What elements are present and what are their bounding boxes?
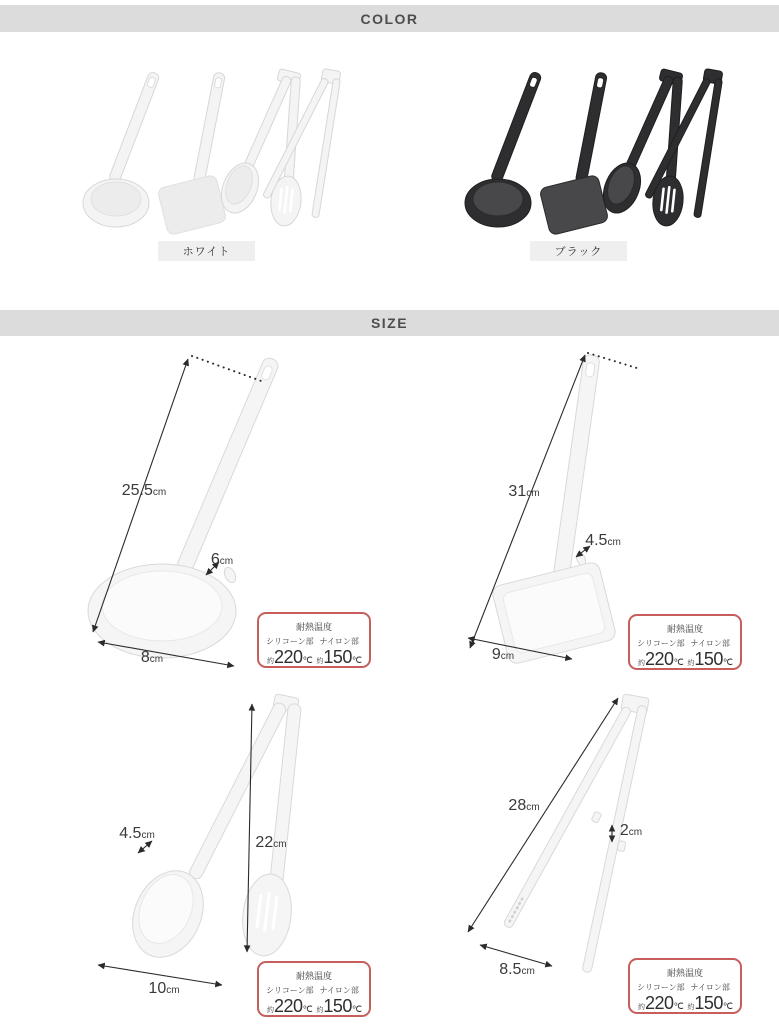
heat-resistance-box <box>628 958 742 1014</box>
color-section-header <box>0 5 779 32</box>
white-variant-label: ホワイト <box>158 241 255 261</box>
nylon-temp: 約150℃ <box>687 649 733 669</box>
heat-resistance-box <box>257 961 371 1017</box>
heat-title: 耐熱温度 <box>295 971 332 981</box>
ladle-bowl-width-label: 8cm <box>140 649 164 666</box>
guide-dotted-line <box>192 356 264 382</box>
silicone-label: シリコーン部 <box>637 639 685 648</box>
silicone-temp: 約220℃ <box>638 649 684 669</box>
white-set-image <box>80 57 350 242</box>
tongs-tip-width-label: 2cm <box>619 822 643 839</box>
tongs-length-label: 28cm <box>508 797 540 814</box>
heat-title: 耐熱温度 <box>666 624 703 634</box>
silicone-label: シリコーン部 <box>266 986 314 995</box>
spoon-tongs-open-width-label: 10cm <box>148 980 180 997</box>
turner-shape <box>491 354 617 665</box>
black-variant-label: ブラック <box>530 241 627 261</box>
silicone-temp: 約220℃ <box>267 647 313 667</box>
nylon-label: ナイロン部 <box>690 639 730 648</box>
heat-title: 耐熱温度 <box>295 622 332 632</box>
nylon-temp: 約150℃ <box>687 993 733 1013</box>
color-section-title: COLOR <box>360 10 419 27</box>
heat-resistance-box <box>628 614 742 670</box>
tongs-open-width-label: 8.5cm <box>499 961 535 978</box>
spoon-tongs-spoon-width-label: 4.5cm <box>119 825 155 842</box>
silicone-label: シリコーン部 <box>266 637 314 646</box>
black-set-image <box>462 57 732 242</box>
nylon-label: ナイロン部 <box>319 637 359 646</box>
nylon-temp: 約150℃ <box>316 996 362 1016</box>
silicone-temp: 約220℃ <box>638 993 684 1013</box>
turner-neck-label: 4.5cm <box>585 532 621 549</box>
size-section-title: SIZE <box>370 315 409 331</box>
turner-blade-width-label: 9cm <box>491 646 515 663</box>
heat-title: 耐熱温度 <box>666 968 703 978</box>
spoon-tongs-length-label: 22cm <box>255 834 287 851</box>
heat-resistance-box <box>257 612 371 668</box>
nylon-temp: 約150℃ <box>316 647 362 667</box>
ladle-width-label: 6cm <box>210 551 234 568</box>
nylon-label: ナイロン部 <box>319 986 359 995</box>
ladle-shape <box>88 356 280 658</box>
silicone-label: シリコーン部 <box>637 983 685 992</box>
size-section-header <box>0 310 779 336</box>
nylon-label: ナイロン部 <box>690 983 730 992</box>
turner-length-label: 31cm <box>508 483 540 500</box>
ladle-length-label: 25.5cm <box>121 482 167 499</box>
silicone-temp: 約220℃ <box>267 996 313 1016</box>
